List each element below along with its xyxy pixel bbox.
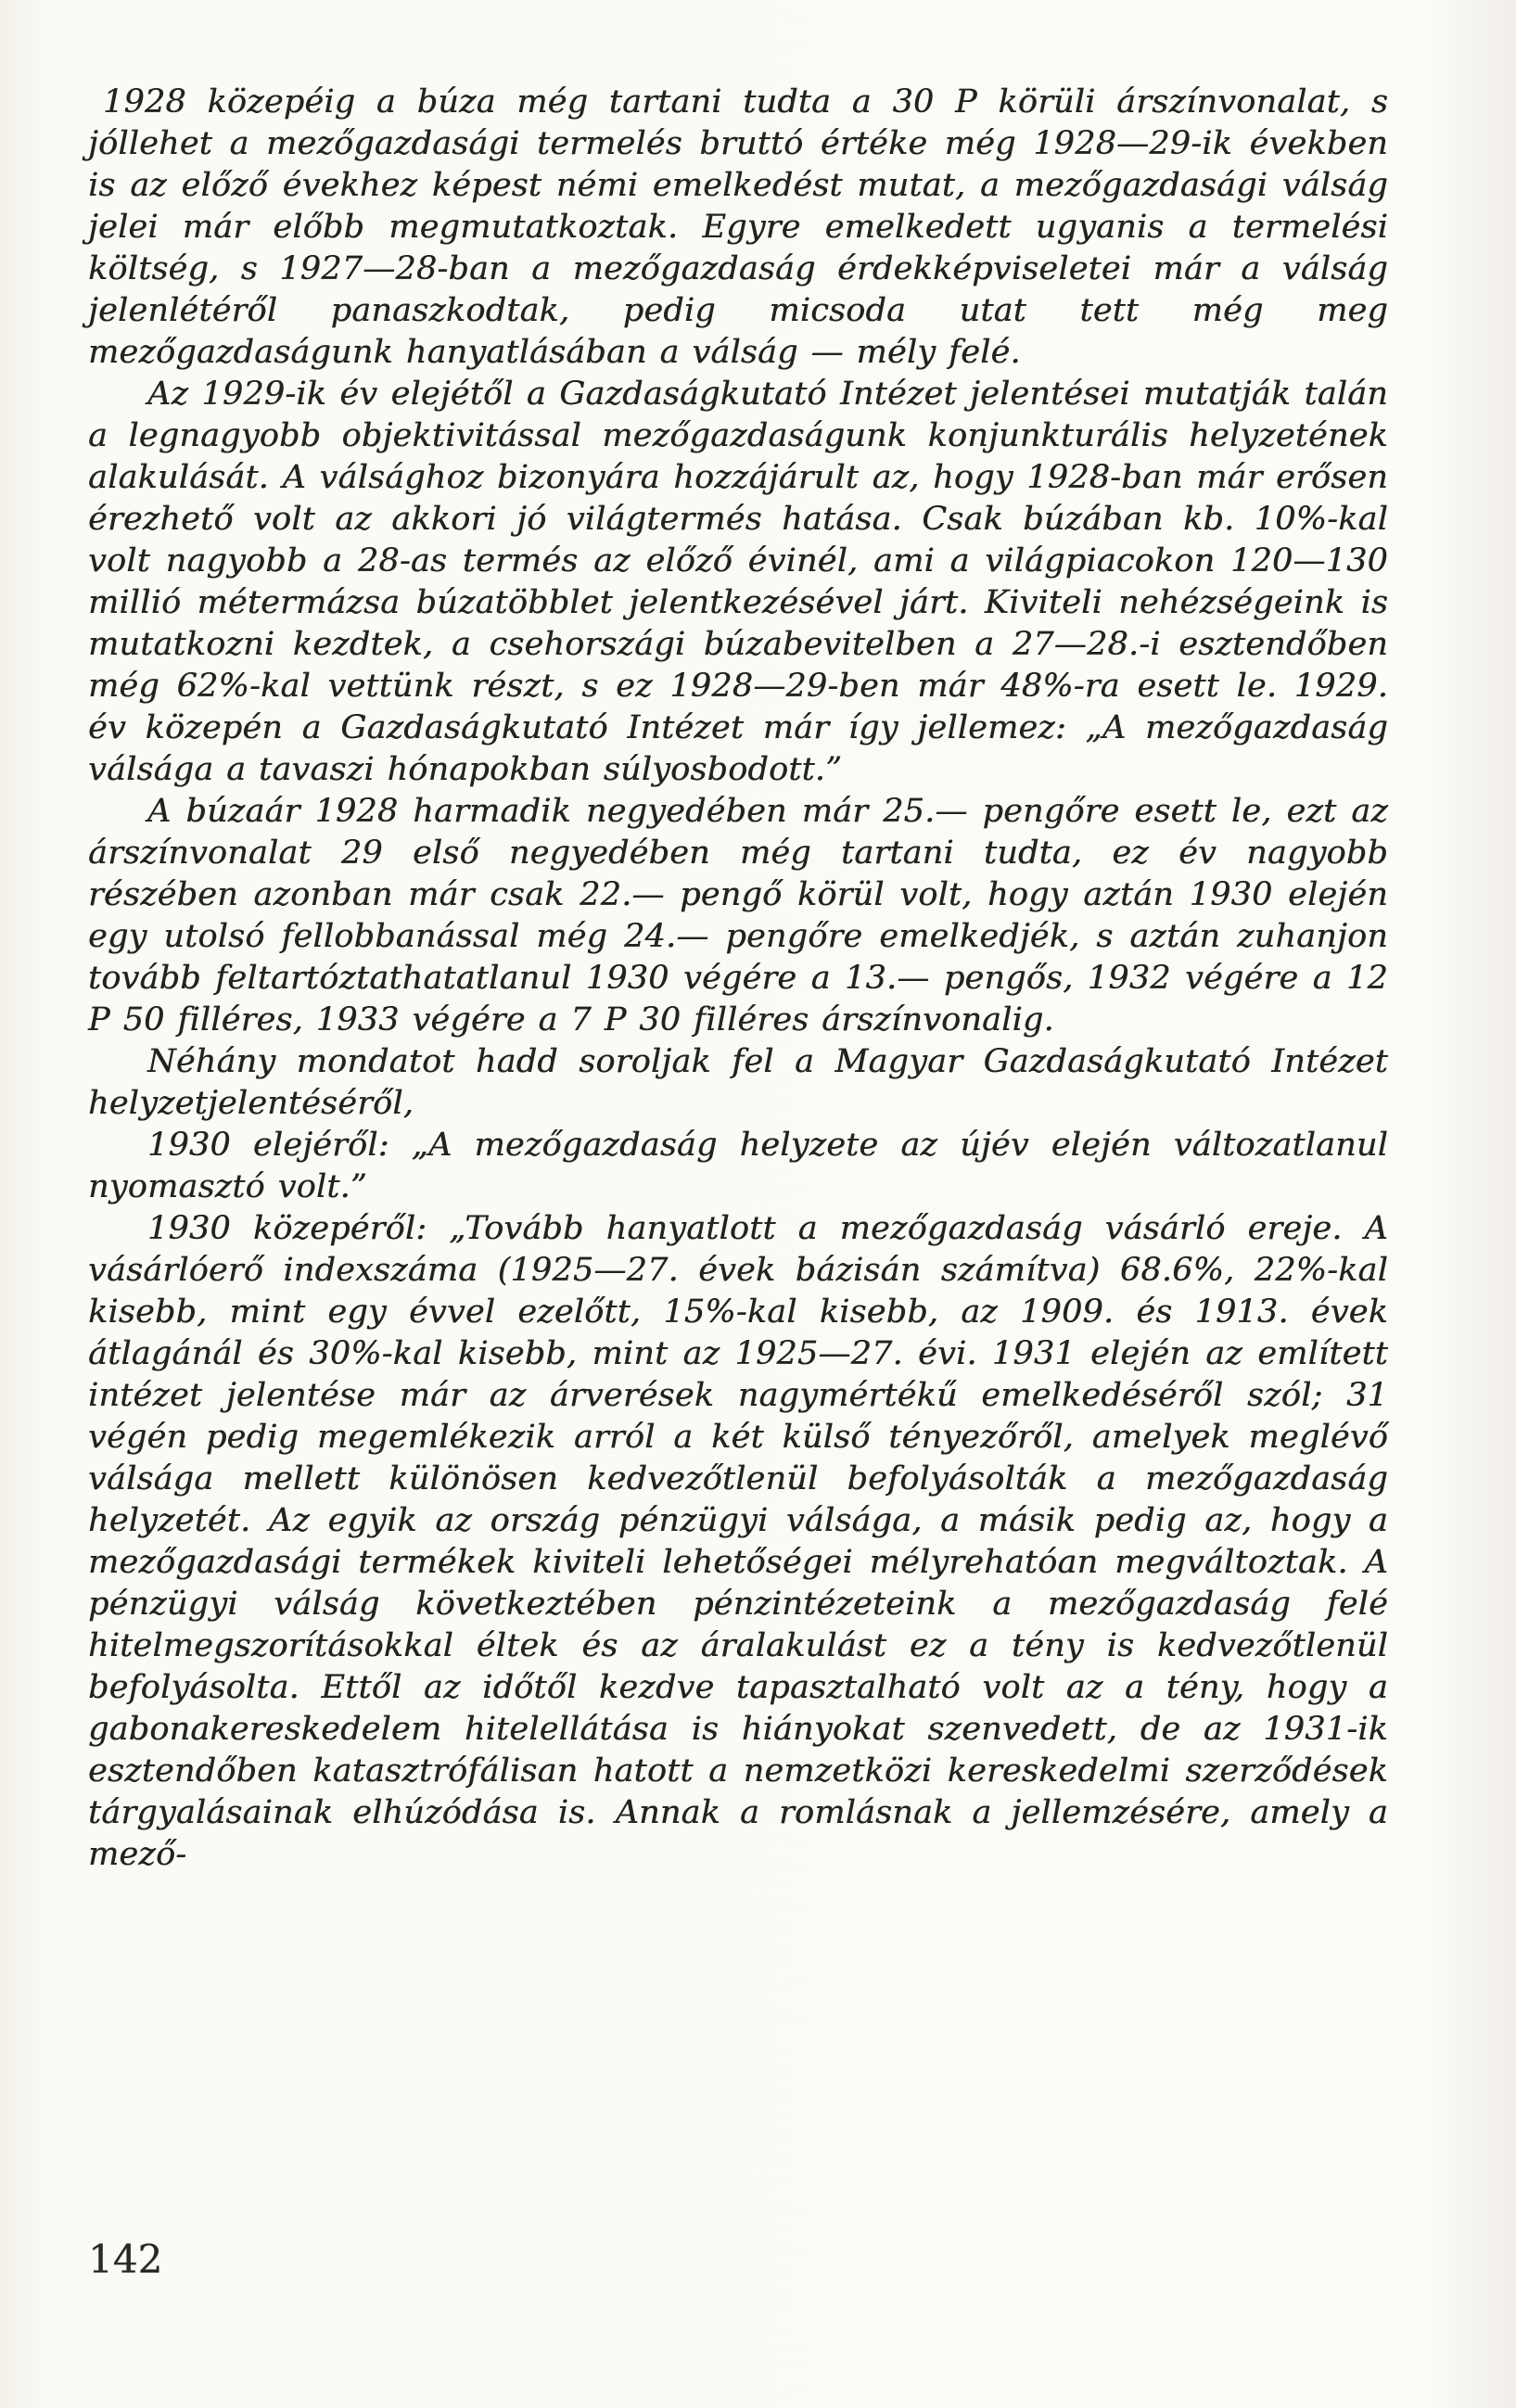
- paragraph-3: A búzaár 1928 harmadik negyedében már 25.— pengőre esett le, ezt az árszínvonalat 29 első negyedében még tartani tudta, ez év nagyobb részében azonban már csak 22.— pengő körül volt, hogy aztán 1930 elején egy utolsó fellobbanással még 24.— pengőre emelkedjék, s aztán zuhanjon tovább feltartóztathatatlanul 1930 végére a 13.— pengős, 1932 végére a 12 P 50 filléres, 1933 végére a 7 P 30 filléres árszínvonalig.: [88, 793, 1388, 1038]
- paragraph-2: Az 1929-ik év elejétől a Gazdaságkutató Intézet jelentései mutatják talán a legnagyobb objektivitással mezőgazdaságunk konjunkturális helyzetének alakulását. A válsághoz bizonyára hozzájárult az, hogy 1928-ban már erősen érezhető volt az akkori jó világtermés hatása. Csak búzában kb. 10%-kal volt nagyobb a 28-as termés az előző évinél, ami a világpiacokon 120—130 millió métermázsa búzatöbblet jelentkezésével járt. Kiviteli nehézségeink is mutatkozni kezdtek, a csehországi búzabevitelben a 27—28.-i esztendőben még 62%-kal vettünk részt, s ez 1928—29-ben már 48%-ra esett le. 1929. év közepén a Gazdaságkutató Intézet már így jellemez: „A mezőgazdaság válsága a tavaszi hónapokban súlyosbodott.”: [88, 376, 1388, 788]
- paragraph-5: 1930 elejéről: „A mezőgazdaság helyzete az újév elején változatlanul nyomasztó volt.”: [88, 1127, 1388, 1205]
- page-number: 142: [88, 2236, 163, 2282]
- paragraph-4: Néhány mondatot hadd soroljak fel a Magyar Gazdaságkutató Intézet helyzetjelentéséről,: [88, 1043, 1388, 1122]
- page-text: [88, 82, 1388, 1876]
- paragraph-6: 1930 közepéről: „Tovább hanyatlott a mezőgazdaság vásárló ereje. A vásárlóerő indexszáma (1925—27. évek bázisán számítva) 68.6%, 22%-kal kisebb, mint egy évvel ezelőtt, 15%-kal kisebb, az 1909. és 1913. évek átlagánál és 30%-kal kisebb, mint az 1925—27. évi. 1931 elején az említett intézet jelentése már az árverések nagymértékű emelkedéséről szól; 31 végén pedig megemlékezik arról a két külső tényezőről, amelyek meglévő válsága mellett különösen kedvezőtlenül befolyásolták a mezőgazdaság helyzetét. Az egyik az ország pénzügyi válsága, a másik pedig az, hogy a mezőgazdasági termékek kiviteli lehetőségei mélyrehatóan megváltoztak. A pénzügyi válság következtében pénzintézeteink a mezőgazdaság felé hitelmegszorításokkal éltek és az áralakulást ez a tény is kedvezőtlenül befolyásolta. Ettől az időtől kezdve tapasztalható volt az a tény, hogy a gabonakereskedelem hitelellátása is hiányokat szenvedett, de az 1931-ik esztendőben katasztrófálisan hatott a nemzetközi kereskedelmi szerződések tárgyalásainak elhúzódása is. Annak a romlásnak a jellemzésére, amely a mező-: [88, 1210, 1388, 1873]
- paragraph-1: 1928 közepéig a búza még tartani tudta a 30 P körüli árszínvonalat, s jóllehet a mezőgazdasági termelés bruttó értéke még 1928—29-ik években is az előző évekhez képest némi emelkedést mutat, a mezőgazdasági válság jelei már előbb megmutatkoztak. Egyre emelkedett ugyanis a termelési költség, s 1927—28-ban a mezőgazdaság érdekképviseletei már a válság jelenlétéről panaszkodtak, pedig micsoda utat tett még meg mezőgazdaságunk hanyatlásában a válság — mély felé.: [88, 83, 1388, 371]
